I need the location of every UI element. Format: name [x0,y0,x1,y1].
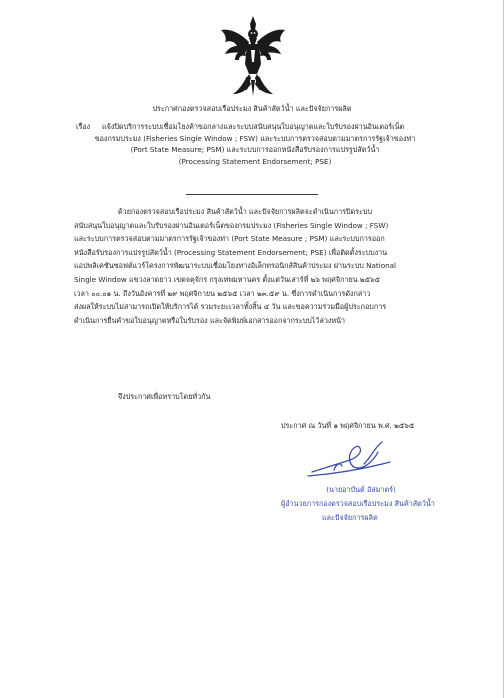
body-line: และระบบการตรวจสอบตามมาตรการรัฐเจ้าของท่า (Port State Measure ; PSM) และระบบการออก [74,234,385,244]
garuda-emblem-icon [217,14,289,98]
announcement-title: ประกาศกองตรวจสอบเรือประมง สินค้าสัตว์น้ำ และปัจจัยการผลิต [152,104,352,113]
signer-name: (นายอาบันต์ อัสมาตร์) [326,485,396,494]
body-line: Single Window แขวงลาดยาว เขตจตุจักร กรุงเทพมหานคร ตั้งแต่วันเสาร์ที่ ๒๖ พฤศจิกายน ๒๕๖๕ [74,274,381,284]
subject-label: เรื่อง [76,122,91,131]
subject-block [76,121,430,167]
announcement-body [74,205,434,327]
handwritten-signature [304,438,396,482]
body-line: สนับสนุนใบอนุญาตและใบรับรองผ่านอินเตอร์เน็ตของกรมประมง (Fisheries Single Window ; FSW) [74,220,389,230]
title-divider [186,194,318,195]
body-line: เวลา ๐๐.๐๑ น. ถึงวันอังคารที่ ๒๙ พฤศจิกายน ๒๕๖๕ เวลา ๒๓.๕๙ น. ซึ่งการดำเนินการดังกล่าว [74,288,371,298]
announcement-date: ประกาศ ณ วันที่ ๑ พฤศจิกายน พ.ศ. ๒๕๖๕ [281,421,415,430]
subject-line: แจ้งปิดบริการระบบเชื่อมโยงค้าขอกลางและระบบสนับสนุนใบอนุญาตและใบรับรองผ่านอินเตอร์เน็ต [102,122,405,131]
body-line: ส่งผลให้ระบบไม่สามารถเปิดให้บริการได้ รวมระยะเวลาทั้งสิ้น ๔ วัน และขอความร่วมมือผู้ประกอบการ [74,302,387,312]
subject-line: (Port State Measure; PSM) และระบบการออกหนังสือรับรองการแปรรูปสัตว์น้ำ [130,145,380,154]
body-line: หนังสือรับรองการแปรรูปสัตว์น้ำ (Processing Statement Endorsement; PSE) เพื่อติดตั้งระบบงาน [74,247,388,257]
signer-title-continued: และปัจจัยการผลิต [322,513,378,522]
body-line: ด้วยกองตรวจสอบเรือประมง สินค้าสัตว์น้ำ และปัจจัยการผลิตจะดำเนินการปิดระบบ [118,207,373,216]
body-line: แอปพลิเคชันซอฟต์แวร์โครงการพัฒนาระบบเชื่อมโยงทางอิเล็กทรอนิกส์สินค้าประมง ผ่านระบบ National [74,261,397,271]
signer-title: ผู้อำนวยการกองตรวจสอบเรือประมง สินค้าสัตว์น้ำ [281,499,435,508]
closing-statement: จึงประกาศเพื่อทราบโดยทั่วกัน [118,392,211,401]
subject-line: ของกรมประมง (Fisheries Single Window ; FSW) และระบบการตรวจสอบตามมาตรการรัฐเจ้าของท่า [94,133,416,143]
body-line: ดำเนินการยื่นคำขอใบอนุญาตหรือใบรับรอง และจัดพิมพ์เอกสารออกจากระบบไว้ล่วงหน้า [74,315,346,325]
subject-line: (Processing Statement Endorsement; PSE) [178,156,332,166]
